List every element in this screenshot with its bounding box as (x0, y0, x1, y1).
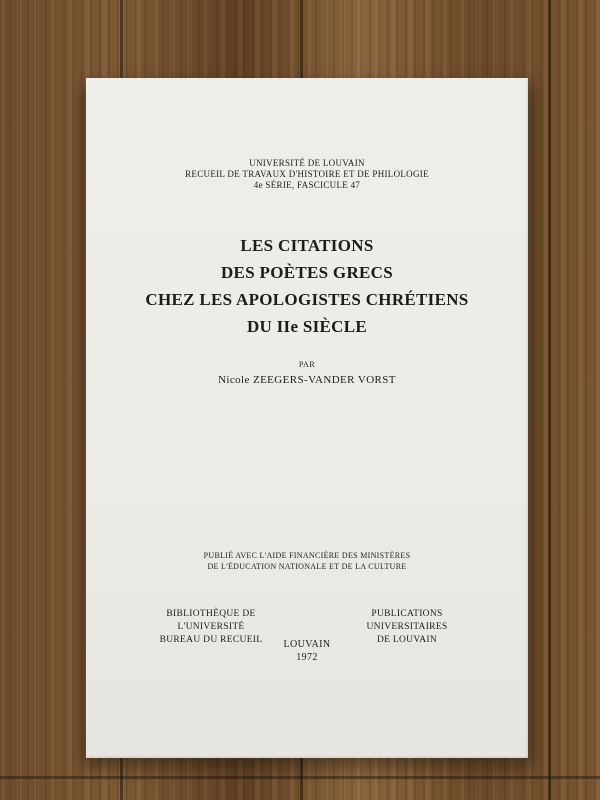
city: LOUVAIN (283, 639, 331, 650)
series-number: 4e SÉRIE, FASCICULE 47 (253, 180, 361, 190)
publisher-left-line: BIBLIOTHÈQUE DE L'UNIVERSITÉ (166, 609, 256, 632)
publication-place (86, 638, 528, 664)
publisher-right-line: DE LOUVAIN (376, 635, 438, 645)
author-name: Nicole ZEEGERS-VANDER VORST (218, 374, 396, 386)
university-name: UNIVERSITÉ DE LOUVAIN (249, 158, 365, 168)
title-line: DU IIe SIÈCLE (246, 317, 368, 336)
book-title (86, 232, 528, 340)
plank-seam (0, 776, 600, 779)
title-line: CHEZ LES APOLOGISTES CHRÉTIENS (145, 290, 469, 309)
publisher-left-line: BUREAU DU RECUEIL (159, 635, 263, 645)
series-name: RECUEIL DE TRAVAUX D'HISTOIRE ET DE PHILOLOGIE (185, 169, 429, 179)
plank-seam (548, 0, 551, 800)
title-line: LES CITATIONS (240, 236, 374, 255)
book-cover (86, 78, 528, 758)
publication-note-line: PUBLIÉ AVEC L'AIDE FINANCIÈRE DES MINISTÈRES (203, 551, 411, 560)
publisher-right-line: PUBLICATIONS UNIVERSITAIRES (366, 609, 448, 632)
publication-note-line: DE L'ÉDUCATION NATIONALE ET DE LA CULTURE (207, 562, 407, 571)
by-label: PAR (298, 360, 316, 369)
title-line: DES POÈTES GRECS (220, 263, 394, 282)
series-info (86, 158, 528, 191)
year: 1972 (296, 652, 318, 663)
publication-note (86, 550, 528, 572)
